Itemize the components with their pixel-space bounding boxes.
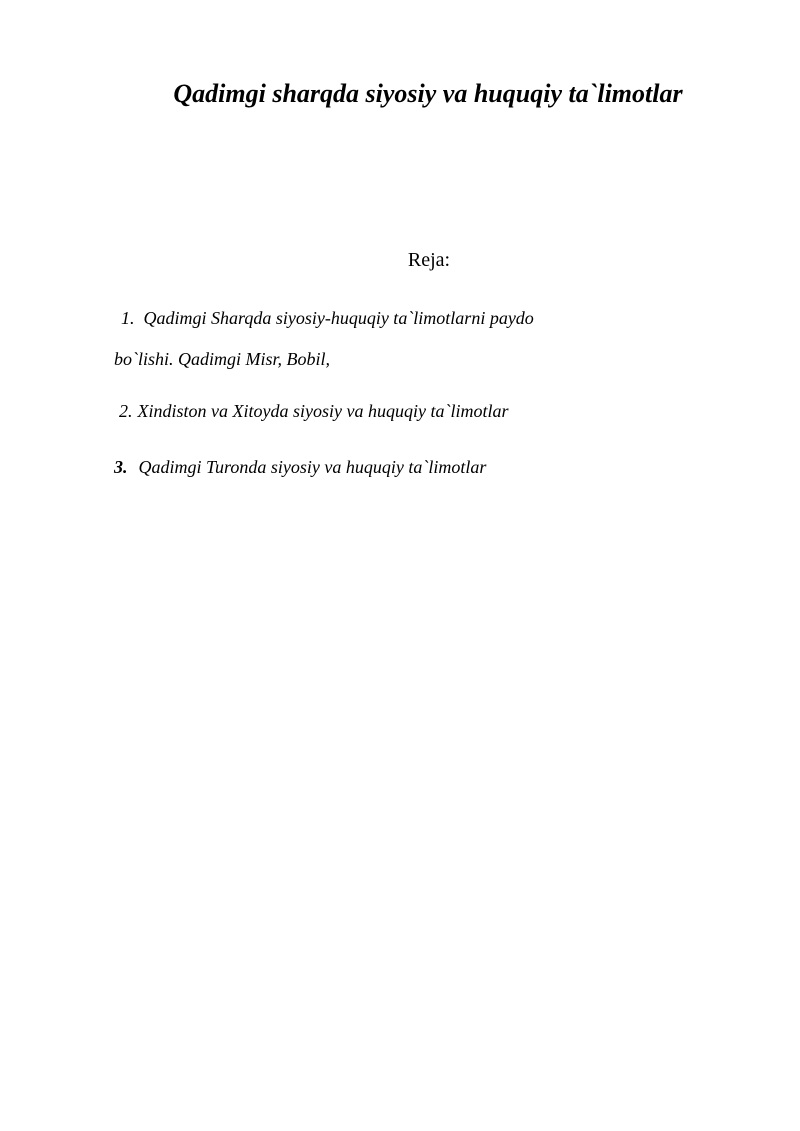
plan-item-1-continuation (114, 346, 330, 372)
plan-item-text: Qadimgi Turonda siyosiy va huquqiy ta`limotlar (138, 457, 487, 477)
plan-item-number: 3. (114, 457, 128, 477)
plan-heading: Reja: (407, 249, 451, 271)
plan-item-text: bo`lishi. Qadimgi Misr, Bobil, (114, 349, 331, 369)
plan-item-text: Qadimgi Sharqda siyosiy-huquqiy ta`limotlarni paydo (143, 308, 534, 328)
plan-item-3 (114, 454, 486, 480)
document-title: Qadimgi sharqda siyosiy va huquqiy ta`limotlar (173, 79, 683, 108)
plan-item-2 (114, 398, 508, 424)
plan-item-1 (114, 305, 534, 331)
plan-item-number: 1. (121, 308, 135, 328)
plan-item-number: 2. (119, 401, 133, 421)
plan-item-text: Xindiston va Xitoyda siyosiy va huquqiy ta`limotlar (137, 401, 509, 421)
